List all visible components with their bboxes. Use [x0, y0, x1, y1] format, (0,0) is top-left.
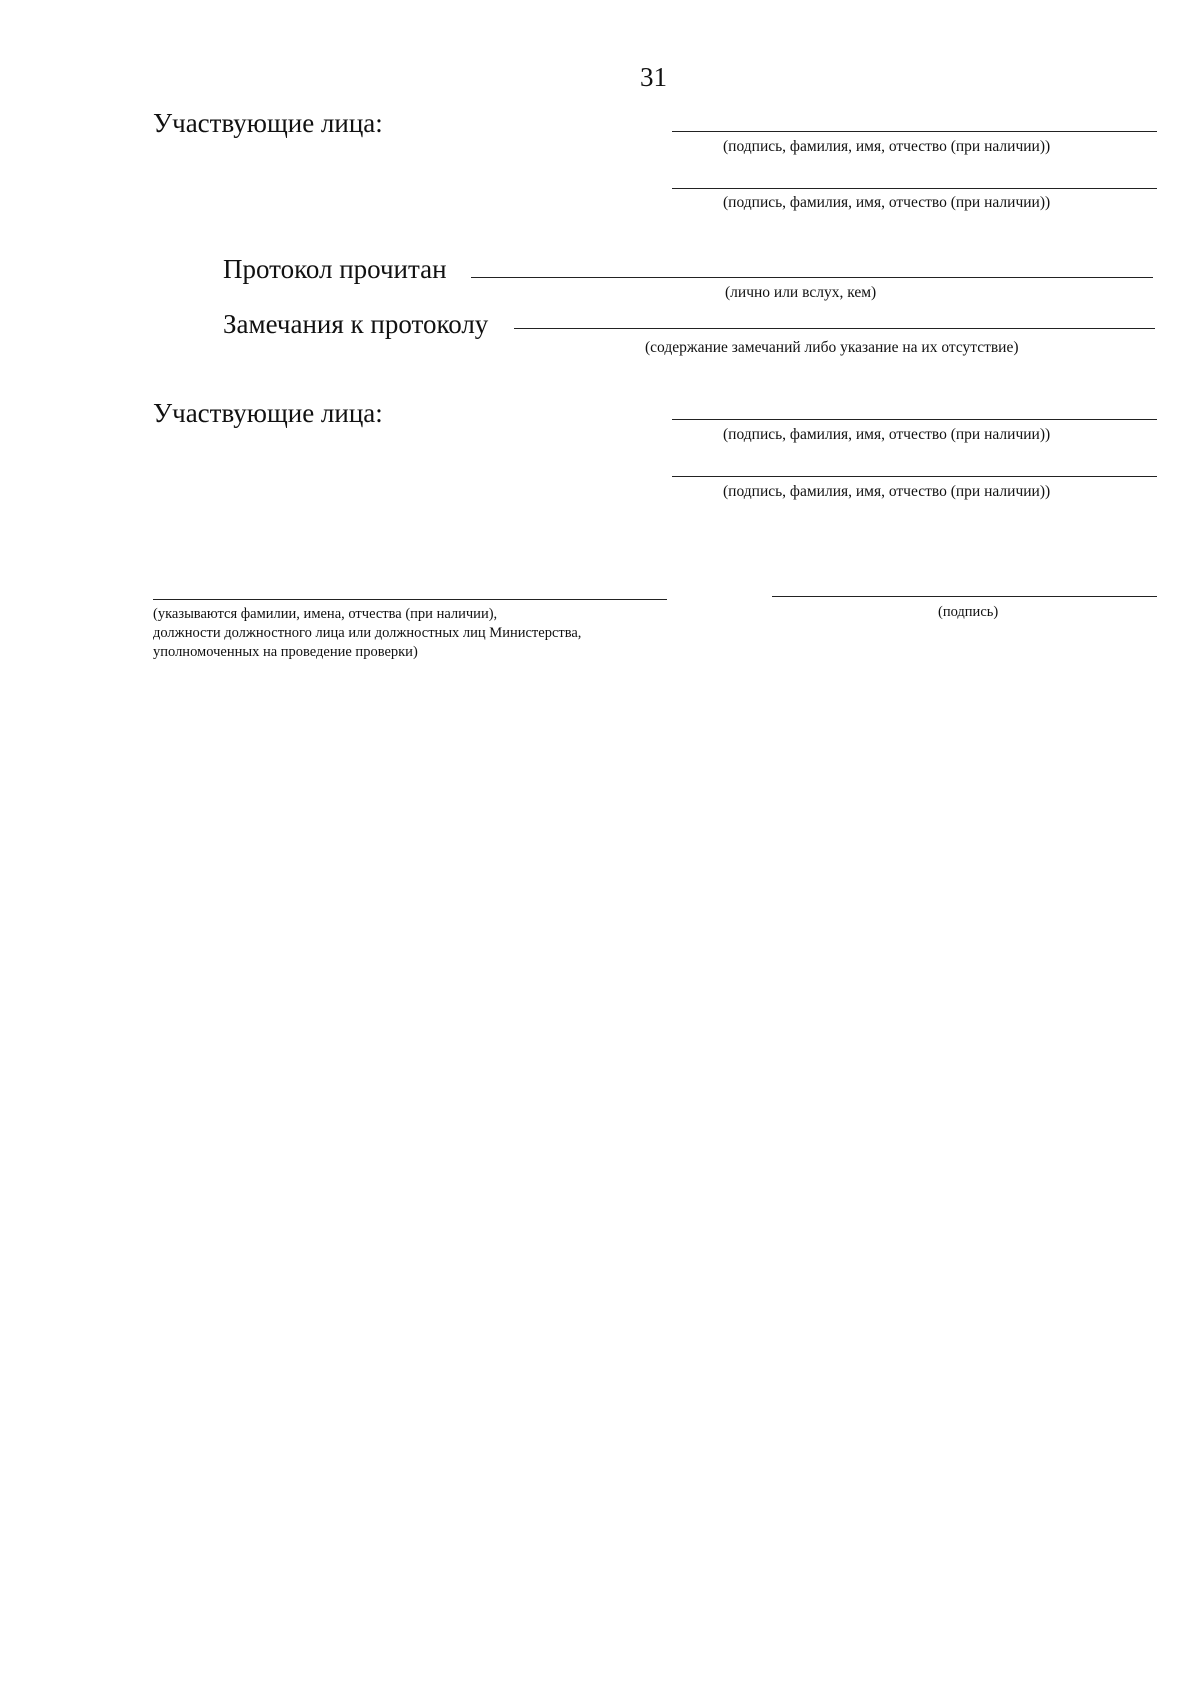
protocol-remarks-line — [514, 328, 1155, 329]
signature-caption-2b: (подпись, фамилия, имя, отчество (при наличии)) — [723, 483, 1051, 500]
signature-line-1a — [672, 131, 1157, 132]
signature-line-1b — [672, 188, 1157, 189]
protocol-read-caption: (лично или вслух, кем) — [725, 284, 877, 301]
inspector-caption-line-3: уполномоченных на проведение проверки) — [153, 644, 418, 660]
inspector-caption-line-1: (указываются фамилии, имена, отчества (при наличии), — [153, 606, 498, 622]
signature-caption-2a: (подпись, фамилия, имя, отчество (при наличии)) — [723, 426, 1051, 443]
participants-heading-1: Участвующие лица: — [153, 108, 383, 138]
page-number: 31 — [640, 62, 667, 92]
protocol-remarks-label: Замечания к протоколу — [223, 309, 489, 339]
signature-caption-1b: (подпись, фамилия, имя, отчество (при наличии)) — [723, 194, 1051, 211]
protocol-read-line — [471, 277, 1153, 278]
inspector-name-line — [153, 599, 667, 600]
signature-line-2b — [672, 476, 1157, 477]
signature-caption-1a: (подпись, фамилия, имя, отчество (при наличии)) — [723, 138, 1051, 155]
protocol-remarks-caption: (содержание замечаний либо указание на их отсутствие) — [645, 339, 1019, 356]
inspector-signature-line — [772, 596, 1157, 597]
signature-line-2a — [672, 419, 1157, 420]
protocol-read-label: Протокол прочитан — [223, 254, 447, 284]
inspector-caption-line-2: должности должностного лица или должностных лиц Министерства, — [153, 625, 582, 641]
inspector-name-caption — [153, 605, 673, 662]
participants-heading-2: Участвующие лица: — [153, 398, 383, 428]
inspector-signature-caption: (подпись) — [938, 604, 999, 620]
